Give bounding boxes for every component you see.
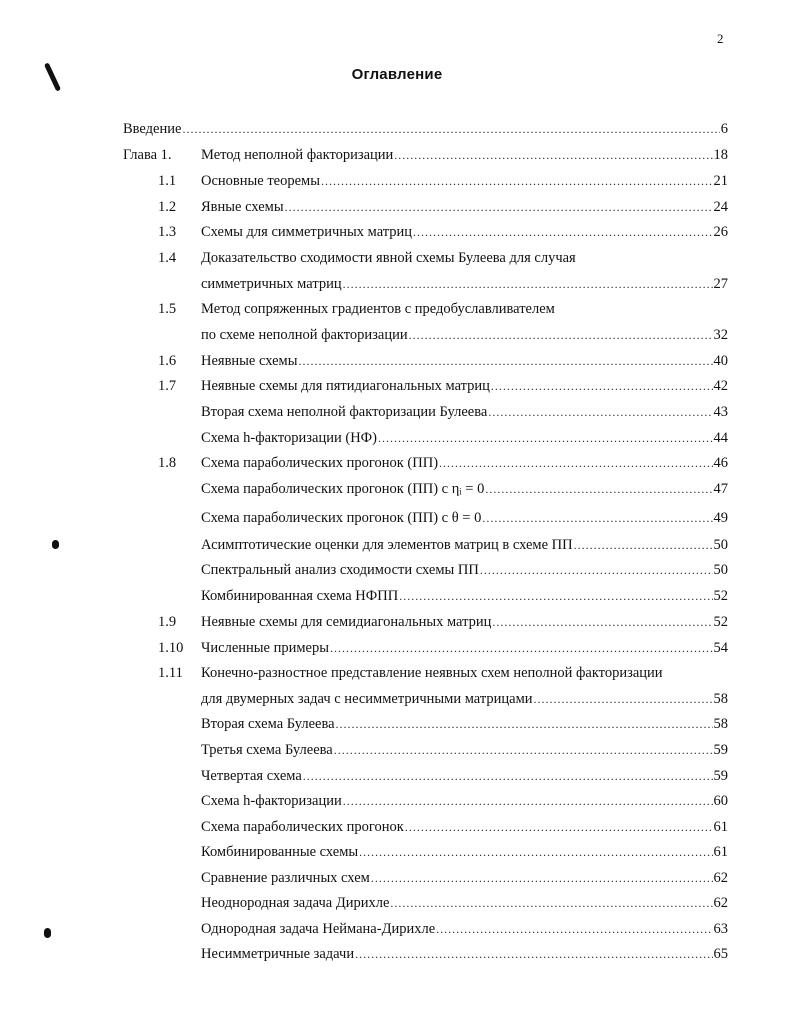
toc-number: 1.5 — [158, 301, 177, 317]
toc-entry-link[interactable] — [201, 508, 728, 528]
toc-row — [0, 508, 794, 528]
toc-entry-title: Схема параболических прогонок (ПП) — [201, 455, 439, 471]
toc-number: 1.8 — [158, 455, 177, 471]
toc-row — [0, 351, 794, 371]
page-number: 2 — [717, 31, 724, 46]
toc-entry-link[interactable] — [201, 766, 728, 786]
toc-entry-title: Неявные схемы для семидиагональных матриц — [201, 614, 492, 630]
toc-entry-title: Третья схема Булеева — [201, 742, 333, 758]
toc-entry-title: Однородная задача Неймана-Дирихле — [201, 921, 436, 937]
toc-page-number: 62 — [713, 870, 728, 886]
toc-row — [0, 171, 794, 191]
toc-page-number: 60 — [713, 793, 728, 809]
page-title: Оглавление — [351, 66, 443, 83]
toc-row — [0, 663, 794, 683]
toc-page-number: 50 — [713, 562, 728, 578]
toc-entry-title: Неявные схемы — [201, 353, 298, 369]
toc-page-number: 40 — [713, 353, 728, 369]
toc-leader-dots — [394, 145, 712, 165]
toc-page-number: 61 — [713, 844, 728, 860]
toc-number: 1.10 — [158, 640, 184, 656]
toc-page-number: 24 — [713, 199, 728, 215]
toc-leader-dots — [488, 402, 712, 422]
toc-entry-title: Спектральный анализ сходимости схемы ПП — [201, 562, 479, 578]
toc-page-number: 62 — [713, 895, 728, 911]
toc-row — [0, 612, 794, 632]
toc-entry-title: Комбинированные схемы — [201, 844, 359, 860]
toc-page-number: 43 — [713, 404, 728, 420]
toc-page-number: 58 — [713, 716, 728, 732]
toc-row — [0, 479, 794, 499]
toc-leader-dots — [482, 508, 712, 528]
toc-page-number: 52 — [713, 614, 728, 630]
toc-row — [0, 817, 794, 837]
toc-page-number: 54 — [713, 640, 728, 656]
toc-leader-dots — [399, 586, 712, 606]
toc-leader-dots — [534, 689, 713, 709]
toc-leader-dots — [491, 376, 713, 396]
toc-row — [0, 376, 794, 396]
toc-row — [0, 428, 794, 448]
toc-entry-link[interactable] — [201, 222, 728, 242]
toc-entry-link[interactable] — [201, 714, 728, 734]
toc-row — [0, 842, 794, 862]
toc-leader-dots — [492, 612, 712, 632]
toc-entry-link[interactable] — [201, 868, 728, 888]
toc-entry-link[interactable] — [201, 560, 728, 580]
toc-page-number: 52 — [713, 588, 728, 604]
toc-leader-dots — [574, 535, 713, 555]
toc-row — [0, 274, 794, 294]
toc-row — [0, 560, 794, 580]
toc-entry-link[interactable] — [201, 274, 728, 294]
toc-row — [0, 197, 794, 217]
toc-page-number: 63 — [713, 921, 728, 937]
toc-entry-link[interactable] — [201, 944, 728, 964]
toc-leader-dots — [336, 714, 713, 734]
toc-entry-title: Схемы для симметричных матриц — [201, 224, 413, 240]
toc-entry-link[interactable] — [201, 612, 728, 632]
toc-row — [0, 145, 794, 165]
toc-entry-link[interactable] — [201, 791, 728, 811]
toc-entry-title: Вторая схема неполной факторизации Булеева — [201, 404, 488, 420]
toc-entry-link[interactable] — [201, 479, 728, 499]
toc-leader-dots — [334, 740, 713, 760]
toc-row — [0, 222, 794, 242]
toc-leader-dots — [298, 351, 712, 371]
toc-row — [0, 791, 794, 811]
toc-entry-link[interactable] — [201, 376, 728, 396]
toc-leader-dots — [409, 325, 713, 345]
toc-entry-link[interactable] — [201, 325, 728, 345]
toc-entry-title: Четвертая схема — [201, 768, 302, 784]
toc-leader-dots — [343, 274, 713, 294]
toc-row — [0, 868, 794, 888]
toc-entry-title: Основные теоремы — [201, 173, 320, 189]
toc-page-number: 59 — [713, 768, 728, 784]
toc-entry-link[interactable] — [123, 119, 728, 139]
toc-number: 1.1 — [158, 173, 177, 189]
toc-leader-dots — [480, 560, 713, 580]
toc-number: 1.4 — [158, 250, 177, 266]
toc-page-number: 27 — [713, 276, 728, 292]
toc-row — [0, 453, 794, 473]
toc-leader-dots — [321, 171, 713, 191]
toc-entry-title: Доказательство сходимости явной схемы Булеева для случая — [201, 250, 576, 266]
toc-leader-dots — [359, 842, 712, 862]
toc-row — [0, 714, 794, 734]
toc-entry-link[interactable] — [201, 402, 728, 422]
toc-entry-title: Схема параболических прогонок (ПП) с ηᵢ = 0 — [201, 481, 485, 497]
toc-row — [0, 766, 794, 786]
toc-page-number: 44 — [713, 430, 728, 446]
toc-entry-title: для двумерных задач с несимметричными матрицами — [201, 691, 533, 707]
toc-page-number: 6 — [720, 121, 728, 137]
toc-page-number: 50 — [713, 537, 728, 553]
toc-entry-title: Неоднородная задача Дирихле — [201, 895, 390, 911]
toc-leader-dots — [343, 791, 713, 811]
toc-number: 1.2 — [158, 199, 177, 215]
toc-entry-link[interactable] — [201, 638, 728, 658]
toc-row — [0, 299, 794, 319]
toc-entry-title: Метод неполной факторизации — [201, 147, 394, 163]
toc-entry-title: Сравнение различных схем — [201, 870, 370, 886]
toc-entry-title: Комбинированная схема НФПП — [201, 588, 399, 604]
toc-row — [0, 119, 794, 139]
toc-entry-link[interactable] — [201, 351, 728, 371]
toc-page-number: 49 — [713, 510, 728, 526]
toc-entry-title: Асимптотические оценки для элементов матриц в схеме ПП — [201, 537, 573, 553]
toc-row — [0, 325, 794, 345]
toc-entry-title: Несимметричные задачи — [201, 946, 355, 962]
toc-number: 1.7 — [158, 378, 177, 394]
toc-leader-dots — [390, 893, 712, 913]
toc-page-number: 42 — [713, 378, 728, 394]
toc-entry-link[interactable] — [201, 689, 728, 709]
toc-leader-dots — [330, 638, 713, 658]
toc-entry-title: Схема h-факторизации (НФ) — [201, 430, 377, 446]
toc-entry-title: Схема параболических прогонок (ПП) с θ = 0 — [201, 510, 482, 526]
toc-page-number: 61 — [713, 819, 728, 835]
toc-row — [0, 944, 794, 964]
toc-page-number: 46 — [713, 455, 728, 471]
toc-entry-link[interactable] — [201, 535, 728, 555]
toc-entry-link[interactable] — [201, 453, 728, 473]
toc-page-number: 65 — [713, 946, 728, 962]
toc-leader-dots — [303, 766, 713, 786]
toc-entry-link[interactable] — [201, 197, 728, 217]
toc-entry-link[interactable] — [201, 428, 728, 448]
toc-entry-title: Вторая схема Булеева — [201, 716, 335, 732]
toc-entry-link[interactable] — [201, 893, 728, 913]
toc-leader-dots — [439, 453, 712, 473]
toc-entry-title: Схема h-факторизации — [201, 793, 342, 809]
toc-leader-dots — [355, 944, 712, 964]
toc-row — [0, 740, 794, 760]
toc-leader-dots — [378, 428, 713, 448]
toc-entry-title: по схеме неполной факторизации — [201, 327, 408, 343]
toc-entry-link[interactable] — [201, 817, 728, 837]
toc-entry-title: Введение — [123, 121, 182, 137]
toc-page-number: 47 — [713, 481, 728, 497]
toc-leader-dots — [371, 868, 713, 888]
toc-row — [0, 402, 794, 422]
toc-leader-dots — [182, 119, 719, 139]
toc-page-number: 21 — [713, 173, 728, 189]
toc-row — [0, 919, 794, 939]
toc-page-number: 32 — [713, 327, 728, 343]
toc-page-number: 26 — [713, 224, 728, 240]
toc-entry-link[interactable] — [201, 171, 728, 191]
toc-number: 1.9 — [158, 614, 177, 630]
toc-number: 1.11 — [158, 665, 183, 681]
toc-leader-dots — [485, 479, 712, 499]
toc-leader-dots — [413, 222, 712, 242]
toc-entry-title: Численные примеры — [201, 640, 329, 656]
toc-page-number: 18 — [713, 147, 728, 163]
toc-page-number: 59 — [713, 742, 728, 758]
toc-row — [0, 689, 794, 709]
toc-leader-dots — [436, 919, 712, 939]
toc-entry-link[interactable] — [201, 919, 728, 939]
toc-entry-title: симметричных матриц — [201, 276, 342, 292]
toc-leader-dots — [285, 197, 713, 217]
toc-leader-dots — [405, 817, 713, 837]
toc-row — [0, 893, 794, 913]
toc-row — [0, 248, 794, 268]
toc-entry-link[interactable] — [201, 740, 728, 760]
toc-entry-title: Схема параболических прогонок — [201, 819, 404, 835]
toc-page-number: 58 — [713, 691, 728, 707]
toc-entry-link[interactable] — [201, 586, 728, 606]
toc-entry-link[interactable] — [201, 145, 728, 165]
toc-entry-title: Неявные схемы для пятидиагональных матриц — [201, 378, 490, 394]
toc-row — [0, 586, 794, 606]
toc-entry-link[interactable] — [201, 842, 728, 862]
toc-number: Глава 1. — [123, 147, 172, 163]
toc-entry-title: Явные схемы — [201, 199, 284, 215]
toc-number: 1.3 — [158, 224, 177, 240]
toc-row — [0, 535, 794, 555]
toc-row — [0, 638, 794, 658]
toc-entry-title: Конечно-разностное представление неявных схем неполной факторизации — [201, 665, 663, 681]
toc-number: 1.6 — [158, 353, 177, 369]
toc-entry-title: Метод сопряженных градиентов с предобуславливателем — [201, 301, 555, 317]
